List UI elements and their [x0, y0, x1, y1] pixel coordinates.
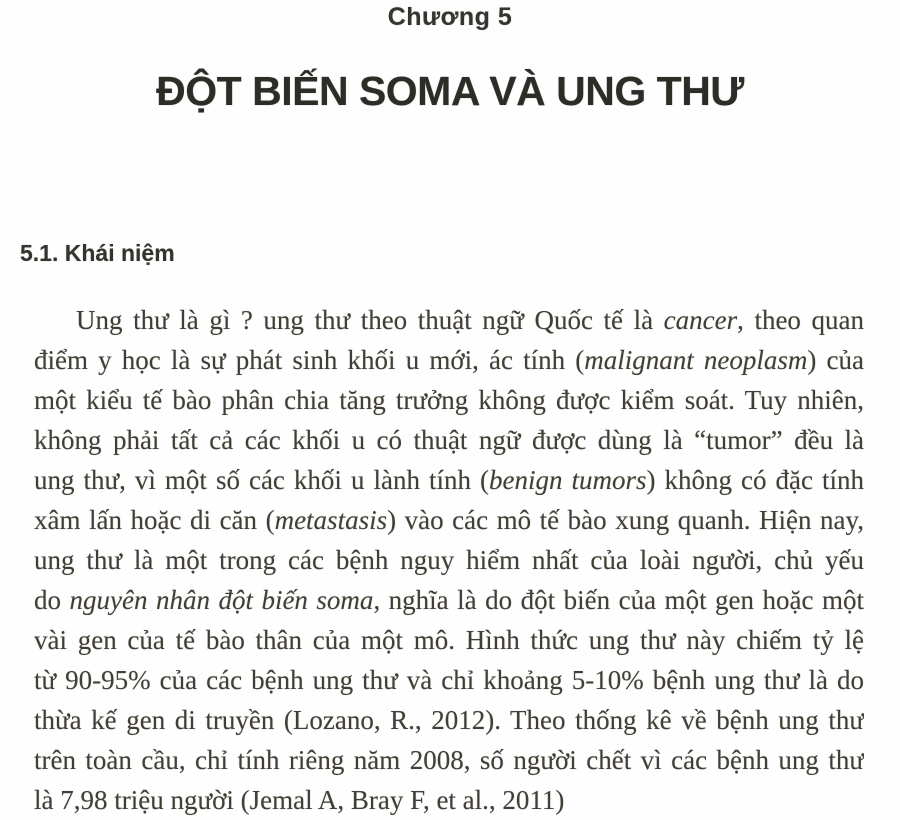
italic-term: malignant neoplasm — [584, 345, 808, 375]
page-title: ĐỘT BIẾN SOMA VÀ UNG THƯ — [156, 68, 744, 114]
italic-term: cancer — [663, 305, 738, 335]
paragraph-line — [34, 580, 864, 620]
paragraph-line — [34, 540, 864, 580]
text-segment: ung thư, vì một số các khối u lành tính ( — [34, 465, 489, 495]
text-segment: ung thư là một trong các bệnh nguy hiểm nhất của loài người, chủ yếu — [34, 545, 864, 575]
italic-term: metastasis — [274, 505, 388, 535]
italic-term: nguyên nhân đột biến soma — [69, 585, 374, 615]
paragraph-line — [34, 420, 864, 460]
text-segment: ) không có đặc tính — [646, 465, 864, 495]
paragraph-line — [34, 740, 864, 780]
text-segment: ) của — [807, 345, 864, 375]
section-heading: 5.1. Khái niệm — [20, 240, 175, 266]
paragraph-line — [34, 460, 864, 500]
text-segment: xâm lấn hoặc di căn ( — [34, 505, 275, 535]
text-segment: , theo quan — [737, 305, 864, 335]
text-segment: vài gen của tế bào thân của một mô. Hình thức ung thư này chiếm tỷ lệ — [34, 625, 864, 655]
paragraph-line — [34, 700, 864, 740]
text-segment: điểm y học là sự phát sinh khối u mới, ác tính ( — [34, 345, 585, 375]
text-segment: từ 90-95% của các bệnh ung thư và chỉ khoảng 5-10% bệnh ung thư là do — [34, 665, 864, 695]
text-segment: , nghĩa là do đột biến của một gen hoặc một — [373, 585, 864, 615]
body-paragraph — [0, 300, 900, 820]
text-segment: Ung thư là gì ? ung thư theo thuật ngữ Quốc tế là — [76, 305, 664, 335]
paragraph-line — [34, 660, 864, 700]
text-segment: ) vào các mô tế bào xung quanh. Hiện nay, — [387, 505, 864, 535]
paragraph-line — [34, 780, 864, 820]
text-segment: trên toàn cầu, chỉ tính riêng năm 2008, số người chết vì các bệnh ung thư — [34, 745, 864, 775]
text-segment: là 7,98 triệu người (Jemal A, Bray F, et al., 2011) — [34, 785, 565, 815]
paragraph-line — [34, 380, 864, 420]
chapter-label: Chương 5 — [387, 3, 513, 31]
italic-term: benign tumors — [488, 465, 647, 495]
paragraph-line — [34, 340, 864, 380]
text-segment: không phải tất cả các khối u có thuật ngữ được dùng là “tumor” đều là — [34, 425, 864, 455]
paragraph-line — [34, 300, 864, 340]
text-segment: do — [34, 585, 70, 615]
text-segment: một kiểu tế bào phân chia tăng trưởng không được kiểm soát. Tuy nhiên, — [34, 385, 864, 415]
text-segment: thừa kế gen di truyền (Lozano, R., 2012). Theo thống kê về bệnh ung thư — [34, 705, 864, 735]
paragraph-line — [34, 500, 864, 540]
paragraph-line — [34, 620, 864, 660]
